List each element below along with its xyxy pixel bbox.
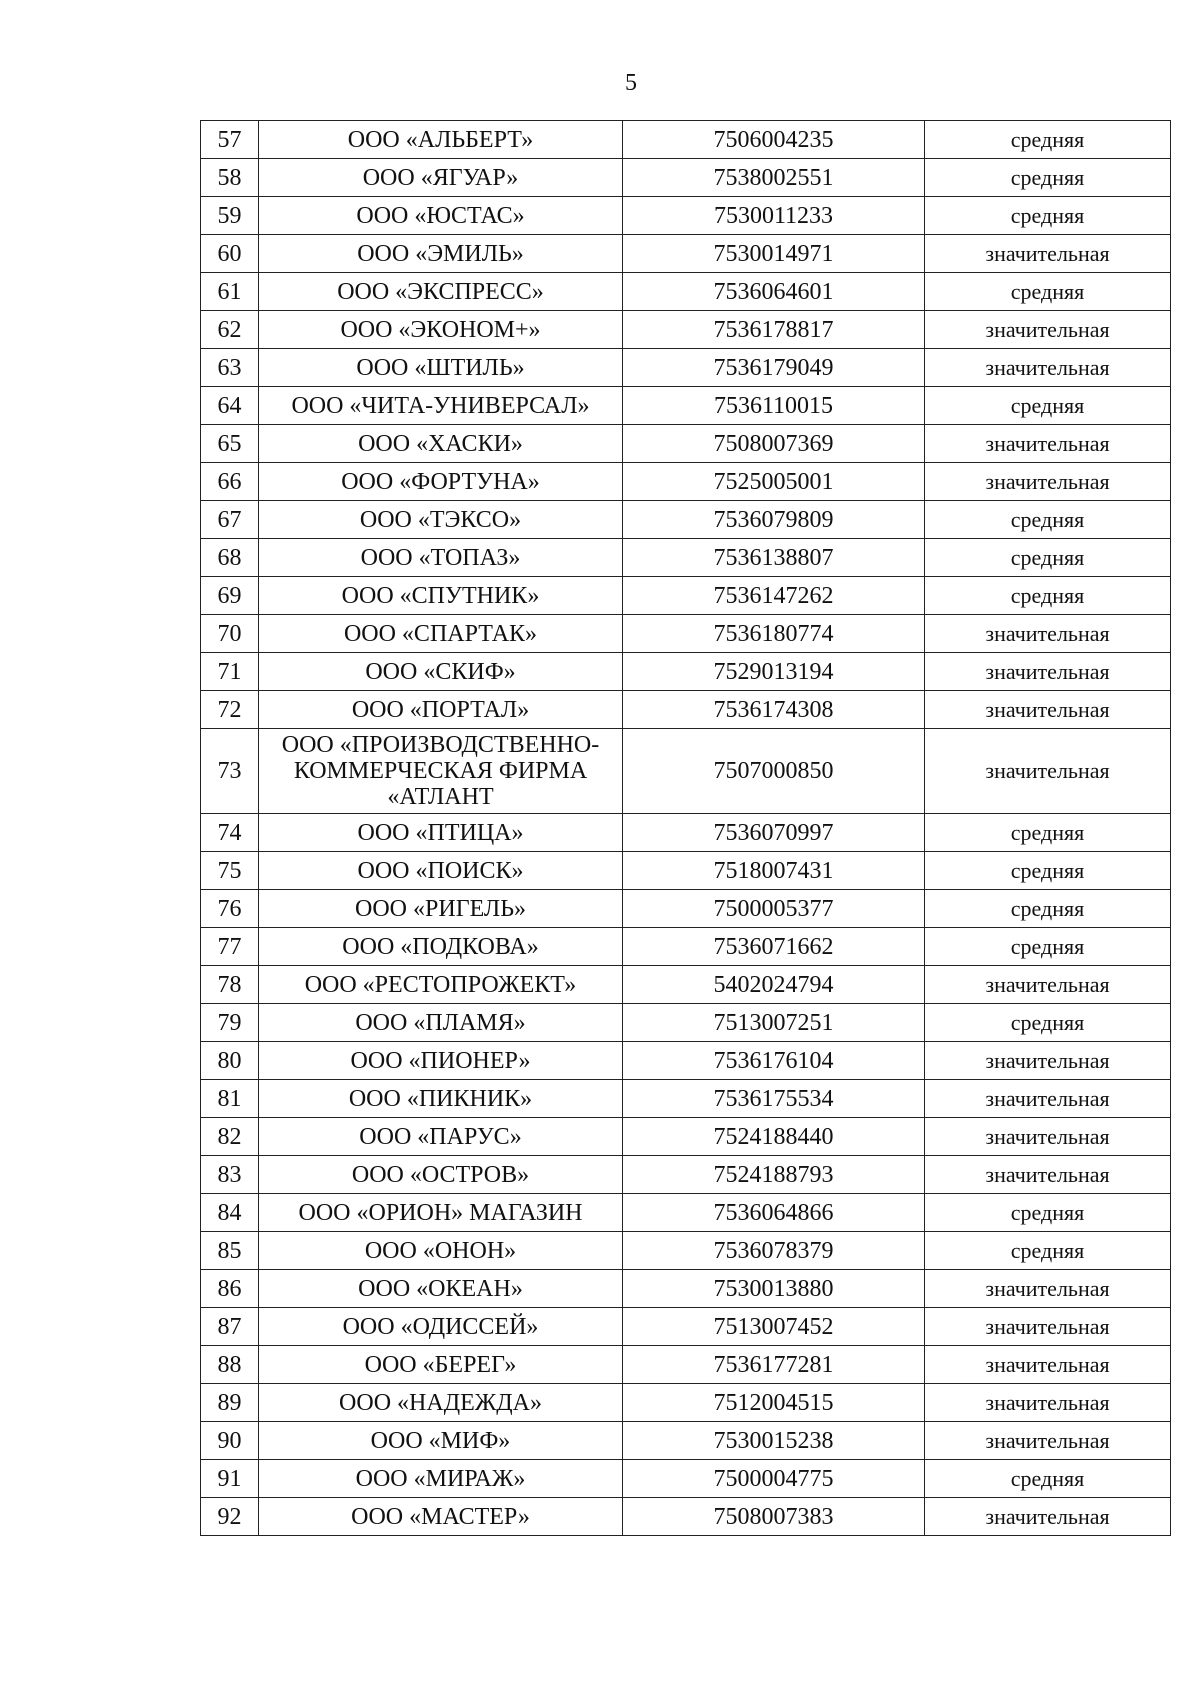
table-row <box>201 121 1171 159</box>
organization-name-cell: ООО «НАДЕЖДА» <box>259 1384 623 1422</box>
inn-cell: 7536147262 <box>623 577 925 615</box>
table-row <box>201 1270 1171 1308</box>
inn-cell: 7530011233 <box>623 197 925 235</box>
organization-name-cell: ООО «БЕРЕГ» <box>259 1346 623 1384</box>
table-row <box>201 349 1171 387</box>
row-number-cell: 74 <box>201 814 259 852</box>
risk-category-cell: средняя <box>925 1460 1171 1498</box>
table-row <box>201 235 1171 273</box>
risk-category-cell: значительная <box>925 729 1171 814</box>
organization-name-cell: ООО «ХАСКИ» <box>259 425 623 463</box>
table-row <box>201 1194 1171 1232</box>
inn-cell: 7530013880 <box>623 1270 925 1308</box>
row-number-cell: 65 <box>201 425 259 463</box>
table-row <box>201 387 1171 425</box>
organization-name-line: КОММЕРЧЕСКАЯ ФИРМА <box>293 758 588 784</box>
risk-category-cell: значительная <box>925 463 1171 501</box>
row-number-cell: 71 <box>201 653 259 691</box>
risk-category-cell: средняя <box>925 159 1171 197</box>
row-number-cell: 89 <box>201 1384 259 1422</box>
organization-name-cell: ООО «ЭКСПРЕСС» <box>259 273 623 311</box>
inn-cell: 7500004775 <box>623 1460 925 1498</box>
organization-name-cell: ООО «ТОПАЗ» <box>259 539 623 577</box>
row-number-cell: 57 <box>201 121 259 159</box>
risk-category-cell: значительная <box>925 1346 1171 1384</box>
table-body <box>201 121 1171 1536</box>
table-row <box>201 653 1171 691</box>
table-row <box>201 1384 1171 1422</box>
risk-category-cell: значительная <box>925 311 1171 349</box>
inn-cell: 7536078379 <box>623 1232 925 1270</box>
row-number-cell: 73 <box>201 729 259 814</box>
risk-category-cell: средняя <box>925 1232 1171 1270</box>
inn-cell: 7529013194 <box>623 653 925 691</box>
inn-cell: 7536064601 <box>623 273 925 311</box>
table-row <box>201 1346 1171 1384</box>
risk-category-cell: средняя <box>925 273 1171 311</box>
table-row <box>201 463 1171 501</box>
row-number-cell: 84 <box>201 1194 259 1232</box>
table-row <box>201 273 1171 311</box>
row-number-cell: 59 <box>201 197 259 235</box>
organization-name-cell: ООО «ОРИОН» МАГАЗИН <box>259 1194 623 1232</box>
organization-name-cell: ООО «ЭКОНОМ+» <box>259 311 623 349</box>
row-number-cell: 88 <box>201 1346 259 1384</box>
inn-cell: 7508007369 <box>623 425 925 463</box>
inn-cell: 7524188440 <box>623 1118 925 1156</box>
organization-name-line: ООО «ПРОИЗВОДСТВЕННО- <box>281 732 600 758</box>
row-number-cell: 66 <box>201 463 259 501</box>
inn-cell: 7536064866 <box>623 1194 925 1232</box>
table-row <box>201 890 1171 928</box>
inn-cell: 7508007383 <box>623 1498 925 1536</box>
risk-category-cell: значительная <box>925 691 1171 729</box>
organization-name-cell: ООО «МИРАЖ» <box>259 1460 623 1498</box>
table-row <box>201 1308 1171 1346</box>
table-row <box>201 852 1171 890</box>
risk-category-cell: средняя <box>925 577 1171 615</box>
row-number-cell: 67 <box>201 501 259 539</box>
organization-name-cell: ООО «ПТИЦА» <box>259 814 623 852</box>
organization-name-cell: ООО «ОДИССЕЙ» <box>259 1308 623 1346</box>
organization-name-cell: ООО «ОНОН» <box>259 1232 623 1270</box>
organization-name-cell: ООО «ПОИСК» <box>259 852 623 890</box>
risk-category-cell: значительная <box>925 1498 1171 1536</box>
organization-name-cell <box>259 729 623 814</box>
table-row <box>201 814 1171 852</box>
organization-name-cell: ООО «РЕСТОПРОЖЕКТ» <box>259 966 623 1004</box>
risk-category-cell: значительная <box>925 653 1171 691</box>
inn-cell: 7536179049 <box>623 349 925 387</box>
inn-cell: 7536178817 <box>623 311 925 349</box>
risk-category-cell: средняя <box>925 1194 1171 1232</box>
organization-name-cell: ООО «ОКЕАН» <box>259 1270 623 1308</box>
row-number-cell: 62 <box>201 311 259 349</box>
table-row <box>201 1118 1171 1156</box>
organization-name-cell: ООО «ШТИЛЬ» <box>259 349 623 387</box>
table-row <box>201 577 1171 615</box>
inn-cell: 7536138807 <box>623 539 925 577</box>
table-row <box>201 1232 1171 1270</box>
row-number-cell: 69 <box>201 577 259 615</box>
inn-cell: 7507000850 <box>623 729 925 814</box>
organization-name-cell: ООО «ПОДКОВА» <box>259 928 623 966</box>
risk-category-cell: средняя <box>925 1004 1171 1042</box>
inn-cell: 7518007431 <box>623 852 925 890</box>
organization-name-cell: ООО «ЧИТА-УНИВЕРСАЛ» <box>259 387 623 425</box>
organization-name-cell: ООО «СПУТНИК» <box>259 577 623 615</box>
risk-category-cell: значительная <box>925 349 1171 387</box>
risk-category-cell: значительная <box>925 1080 1171 1118</box>
risk-category-cell: значительная <box>925 1270 1171 1308</box>
row-number-cell: 64 <box>201 387 259 425</box>
inn-cell: 7513007452 <box>623 1308 925 1346</box>
risk-category-cell: средняя <box>925 852 1171 890</box>
row-number-cell: 58 <box>201 159 259 197</box>
row-number-cell: 68 <box>201 539 259 577</box>
organization-name-cell: ООО «ПЛАМЯ» <box>259 1004 623 1042</box>
row-number-cell: 80 <box>201 1042 259 1080</box>
inn-cell: 7512004515 <box>623 1384 925 1422</box>
row-number-cell: 75 <box>201 852 259 890</box>
table-row <box>201 1498 1171 1536</box>
organization-name-cell: ООО «ФОРТУНА» <box>259 463 623 501</box>
row-number-cell: 78 <box>201 966 259 1004</box>
inn-cell: 7536180774 <box>623 615 925 653</box>
table-row <box>201 966 1171 1004</box>
table-row <box>201 1422 1171 1460</box>
risk-category-cell: значительная <box>925 425 1171 463</box>
row-number-cell: 72 <box>201 691 259 729</box>
organization-name-cell: ООО «ЯГУАР» <box>259 159 623 197</box>
organization-name-cell: ООО «ПИОНЕР» <box>259 1042 623 1080</box>
risk-category-cell: значительная <box>925 1156 1171 1194</box>
row-number-cell: 92 <box>201 1498 259 1536</box>
row-number-cell: 70 <box>201 615 259 653</box>
risk-category-cell: средняя <box>925 814 1171 852</box>
row-number-cell: 87 <box>201 1308 259 1346</box>
inn-cell: 7538002551 <box>623 159 925 197</box>
table-row <box>201 691 1171 729</box>
table-row <box>201 1080 1171 1118</box>
risk-category-cell: средняя <box>925 928 1171 966</box>
row-number-cell: 85 <box>201 1232 259 1270</box>
inn-cell: 5402024794 <box>623 966 925 1004</box>
row-number-cell: 61 <box>201 273 259 311</box>
row-number-cell: 90 <box>201 1422 259 1460</box>
organization-name-cell: ООО «АЛЬБЕРТ» <box>259 121 623 159</box>
organization-name-cell: ООО «ЮСТАС» <box>259 197 623 235</box>
table-row <box>201 501 1171 539</box>
inn-cell: 7524188793 <box>623 1156 925 1194</box>
organization-name-cell: ООО «СПАРТАК» <box>259 615 623 653</box>
risk-category-cell: значительная <box>925 1118 1171 1156</box>
row-number-cell: 79 <box>201 1004 259 1042</box>
organization-name-cell: ООО «ЭМИЛЬ» <box>259 235 623 273</box>
table-row <box>201 928 1171 966</box>
table-row <box>201 539 1171 577</box>
row-number-cell: 91 <box>201 1460 259 1498</box>
row-number-cell: 83 <box>201 1156 259 1194</box>
page-number: 5 <box>625 70 637 96</box>
table-row <box>201 197 1171 235</box>
organization-name-cell: ООО «ПОРТАЛ» <box>259 691 623 729</box>
inn-cell: 7536176104 <box>623 1042 925 1080</box>
organization-name-cell: ООО «РИГЕЛЬ» <box>259 890 623 928</box>
risk-category-cell: средняя <box>925 539 1171 577</box>
risk-category-cell: средняя <box>925 387 1171 425</box>
row-number-cell: 82 <box>201 1118 259 1156</box>
inn-cell: 7506004235 <box>623 121 925 159</box>
risk-category-cell: значительная <box>925 235 1171 273</box>
risk-category-cell: значительная <box>925 1308 1171 1346</box>
organization-name-cell: ООО «ПИКНИК» <box>259 1080 623 1118</box>
organization-name-cell: ООО «ПАРУС» <box>259 1118 623 1156</box>
organization-name-cell: ООО «МИФ» <box>259 1422 623 1460</box>
organization-name-cell: ООО «ОСТРОВ» <box>259 1156 623 1194</box>
table-row <box>201 615 1171 653</box>
inn-cell: 7530015238 <box>623 1422 925 1460</box>
table-row <box>201 159 1171 197</box>
risk-category-cell: значительная <box>925 1422 1171 1460</box>
inn-cell: 7536079809 <box>623 501 925 539</box>
table-row <box>201 1460 1171 1498</box>
inn-cell: 7536177281 <box>623 1346 925 1384</box>
organization-name-line: «АТЛАНТ <box>387 784 494 810</box>
inn-cell: 7500005377 <box>623 890 925 928</box>
inn-cell: 7536175534 <box>623 1080 925 1118</box>
table-row <box>201 1042 1171 1080</box>
organization-name-cell: ООО «МАСТЕР» <box>259 1498 623 1536</box>
risk-category-cell: средняя <box>925 121 1171 159</box>
organization-name-cell: ООО «СКИФ» <box>259 653 623 691</box>
inn-cell: 7513007251 <box>623 1004 925 1042</box>
row-number-cell: 76 <box>201 890 259 928</box>
inn-cell: 7536110015 <box>623 387 925 425</box>
table-row <box>201 729 1171 814</box>
row-number-cell: 86 <box>201 1270 259 1308</box>
risk-category-cell: средняя <box>925 501 1171 539</box>
row-number-cell: 60 <box>201 235 259 273</box>
inn-cell: 7530014971 <box>623 235 925 273</box>
inn-cell: 7536174308 <box>623 691 925 729</box>
risk-category-cell: средняя <box>925 890 1171 928</box>
table-row <box>201 1004 1171 1042</box>
risk-category-cell: значительная <box>925 1384 1171 1422</box>
organization-name-cell: ООО «ТЭКСО» <box>259 501 623 539</box>
inn-cell: 7536070997 <box>623 814 925 852</box>
risk-category-cell: значительная <box>925 615 1171 653</box>
risk-category-cell: значительная <box>925 1042 1171 1080</box>
risk-category-cell: значительная <box>925 966 1171 1004</box>
table-row <box>201 425 1171 463</box>
table-row <box>201 311 1171 349</box>
inn-cell: 7536071662 <box>623 928 925 966</box>
row-number-cell: 63 <box>201 349 259 387</box>
table-row <box>201 1156 1171 1194</box>
inn-cell: 7525005001 <box>623 463 925 501</box>
risk-category-cell: средняя <box>925 197 1171 235</box>
organizations-table <box>200 120 1171 1536</box>
row-number-cell: 81 <box>201 1080 259 1118</box>
row-number-cell: 77 <box>201 928 259 966</box>
